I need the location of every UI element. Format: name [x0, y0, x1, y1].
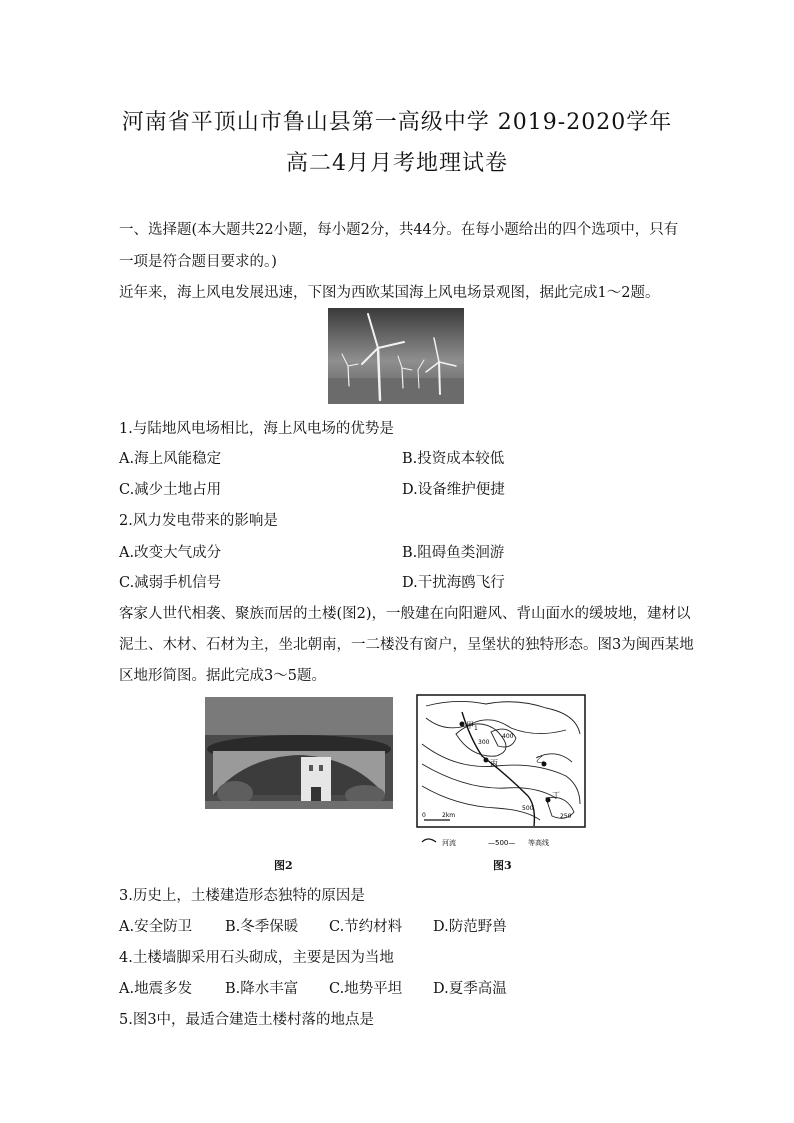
legend-river-label: 河流 [442, 839, 456, 847]
question-1-option-d[interactable]: D.设备维护便捷 [402, 482, 505, 498]
map-label-yi: 乙 [536, 755, 544, 764]
legend-river-symbol [422, 839, 436, 842]
map-contour-400: 400 [502, 733, 514, 740]
legend-contour-label: 等高线 [528, 839, 549, 847]
map-label-bing: 丙 [490, 759, 498, 768]
question-3-option-a[interactable]: A.安全防卫 [119, 919, 193, 935]
question-4-stem: 4.土楼墙脚采用石头砌成，主要是因为当地 [119, 950, 394, 966]
figure-2-caption: 图2 [274, 859, 293, 872]
map-contour-300: 300 [478, 739, 490, 746]
question-1-option-a[interactable]: A.海上风能稳定 [119, 451, 222, 467]
question-4-option-b[interactable]: B.降水丰富 [225, 981, 299, 997]
legend-contour-symbol: —500— [488, 839, 516, 847]
figure-2-tulou-photo [205, 697, 393, 809]
wind-farm-photo [328, 308, 464, 404]
question-3-stem: 3.历史上，土楼建造形态独特的原因是 [119, 888, 365, 904]
map-scale-distance: 2km [442, 812, 456, 819]
question-1-option-b[interactable]: B.投资成本较低 [402, 451, 505, 467]
wind-turbines-illustration [328, 308, 464, 404]
question-3-option-d[interactable]: D.防范野兽 [433, 919, 507, 935]
question-3-option-c[interactable]: C.节约材料 [329, 919, 403, 935]
map-contour-1: 1 [474, 725, 478, 732]
section-instructions-line1: 一、选择题(本大题共22小题，每小题2分，共44分。在每小题给出的四个选项中，只有 [119, 222, 679, 238]
figure-3-caption: 图3 [493, 859, 512, 872]
map-contour-250: 250 [560, 813, 572, 820]
question-4-option-a[interactable]: A.地震多发 [119, 981, 193, 997]
map-label-jia: 甲 [466, 721, 474, 730]
question-2-option-c[interactable]: C.减弱手机信号 [119, 575, 222, 591]
question-3-option-b[interactable]: B.冬季保暖 [225, 919, 299, 935]
figure-3-terrain-map [416, 694, 586, 854]
question-2-option-d[interactable]: D.干扰海鸥飞行 [402, 575, 505, 591]
question-2-option-b[interactable]: B.阻碍鱼类洄游 [402, 545, 505, 561]
question-1-option-c[interactable]: C.减少土地占用 [119, 482, 222, 498]
question-4-option-d[interactable]: D.夏季高温 [433, 981, 507, 997]
map-contour-500: 500 [522, 805, 534, 812]
intro-tulou-line1: 客家人世代相袭、聚族而居的土楼(图2)，一般建在向阳避风、背山面水的缓坡地，建材以 [119, 606, 691, 622]
map-scale-zero: 0 [422, 812, 426, 819]
question-2-option-a[interactable]: A.改变大气成分 [119, 545, 222, 561]
exam-title-line2: 高二4月月考地理试卷 [286, 151, 508, 176]
map-label-ding: 丁 [552, 791, 560, 800]
contour-map [416, 694, 586, 854]
question-4-option-c[interactable]: C.地势平坦 [329, 981, 403, 997]
question-5-stem: 5.图3中，最适合建造土楼村落的地点是 [119, 1012, 375, 1028]
question-1-stem: 1.与陆地风电场相比，海上风电场的优势是 [119, 421, 394, 437]
exam-title-line1: 河南省平顶山市鲁山县第一高级中学 2019-2020学年 [121, 110, 673, 135]
intro-wind-farm: 近年来，海上风电发展迅速，下图为西欧某国海上风电场景观图，据此完成1～2题。 [119, 285, 660, 301]
intro-tulou-line3: 区地形简图。据此完成3～5题。 [119, 668, 326, 684]
tulou-illustration [205, 697, 393, 809]
question-2-stem: 2.风力发电带来的影响是 [119, 513, 278, 529]
section-instructions-line2: 一项是符合题目要求的。) [119, 254, 277, 270]
intro-tulou-line2: 泥土、木材、石材为主，坐北朝南，一二楼没有窗户，呈堡状的独特形态。图3为闽西某地 [119, 637, 694, 653]
